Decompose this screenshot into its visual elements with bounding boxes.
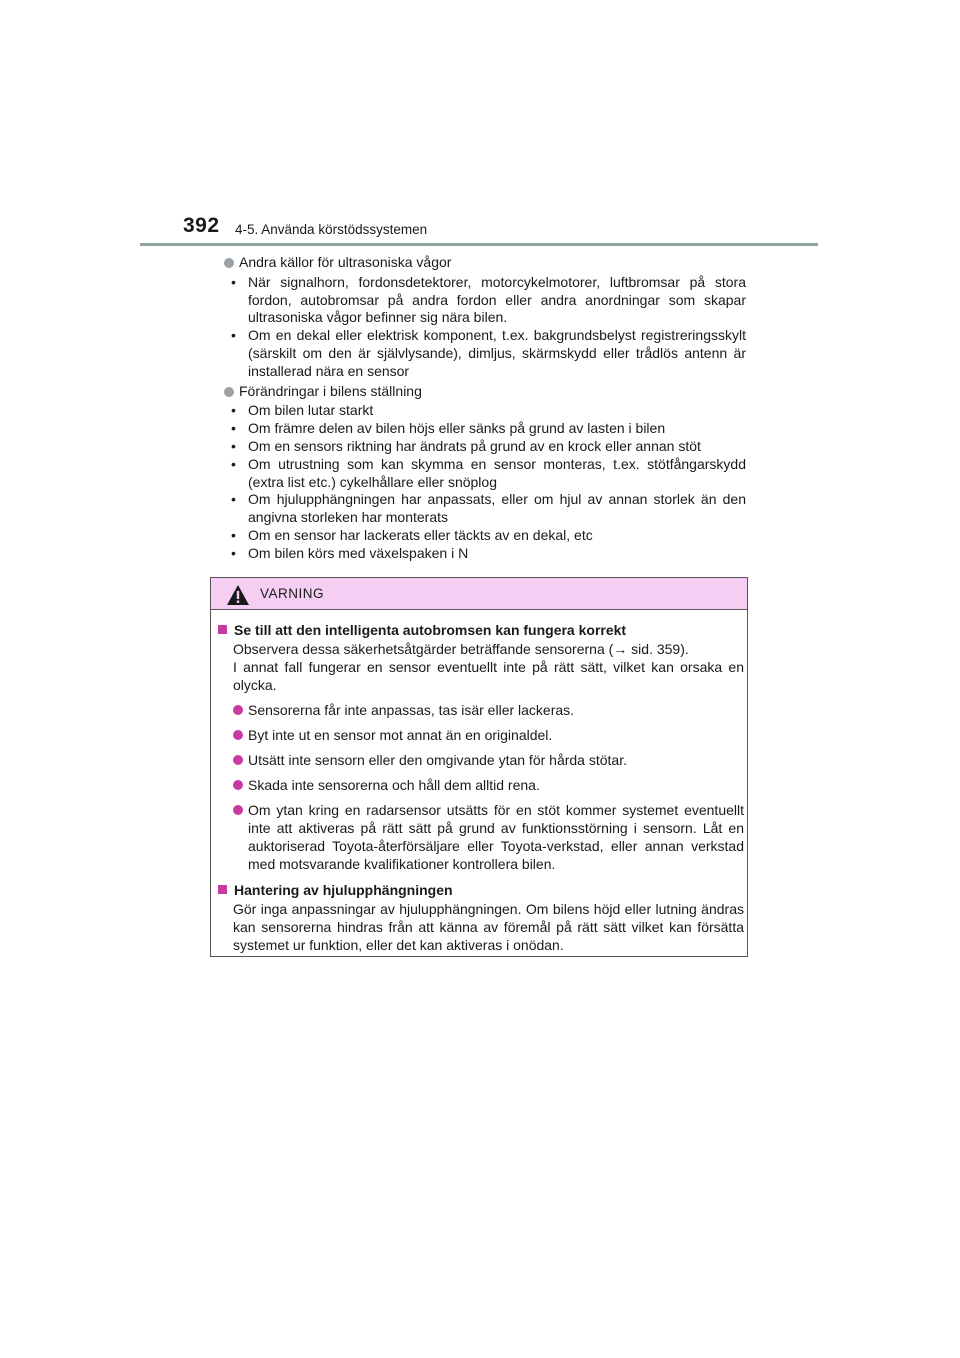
list-item: • Om bilen lutar starkt bbox=[222, 402, 746, 420]
list-item: • När signalhorn, fordonsdetektorer, motorcykelmotorer, luftbromsar på stora fordon, autobromsar på andra fordon eller andra anordningar som skapar ultrasoniska vågor befinner sig nära bilen. bbox=[222, 274, 746, 327]
list-item: • Om en sensor har lackerats eller täckts av en dekal, etc bbox=[222, 527, 746, 545]
main-content bbox=[222, 254, 746, 565]
warning-bullet: Skada inte sensorerna och håll dem alltid rena. bbox=[216, 776, 744, 794]
list-item: • Om hjulupphängningen har anpassats, eller om hjul av annan storlek än den angivna storleken har monterats bbox=[222, 491, 746, 527]
warning-section-title: Se till att den intelligenta autobromsen kan fungera korrekt bbox=[216, 621, 744, 639]
list-item: • Om en sensors riktning har ändrats på grund av en krock eller annan stöt bbox=[222, 438, 746, 456]
warning-bullet: Om ytan kring en radarsensor utsätts för en stöt kommer systemet eventuellt inte att aktiveras på rätt sätt på grund av funktionsstörning i sensorn. Låt en auktoriserad Toyota-återförsäljare eller Toyota-verkstad, eller annan verkstad med motsvarande kvalifikationer kontrollera bilen. bbox=[216, 801, 744, 873]
header-rule bbox=[140, 243, 818, 246]
warning-bullet: Sensorerna får inte anpassas, tas isär eller lackeras. bbox=[216, 701, 744, 719]
warning-label: VARNING bbox=[260, 586, 325, 601]
warning-bullet: Byt inte ut en sensor mot annat än en originaldel. bbox=[216, 726, 744, 744]
warning-box bbox=[210, 577, 748, 957]
warning-triangle-icon bbox=[226, 584, 250, 606]
item-list bbox=[222, 274, 746, 381]
item-list bbox=[222, 402, 746, 562]
group-ultrasonic-sources bbox=[222, 254, 746, 381]
bullet-dot-icon bbox=[233, 705, 243, 715]
bullet-dot-icon bbox=[233, 805, 243, 815]
page-number: 392 bbox=[183, 214, 220, 237]
bullet-dot-icon bbox=[224, 387, 234, 397]
square-bullet-icon bbox=[218, 885, 227, 894]
group-vehicle-posture bbox=[222, 383, 746, 563]
list-item: • Om främre delen av bilen höjs eller sänks på grund av lasten i bilen bbox=[222, 420, 746, 438]
section-title: 4-5. Använda körstödssystemen bbox=[235, 222, 428, 237]
warning-body bbox=[216, 621, 744, 954]
bullet-dot-icon bbox=[233, 755, 243, 765]
list-item: • Om bilen körs med växelspaken i N bbox=[222, 545, 746, 563]
bullet-dot-icon bbox=[224, 258, 234, 268]
warning-section-title: Hantering av hjulupphängningen bbox=[216, 881, 744, 899]
group-heading: Andra källor för ultrasoniska vågor bbox=[222, 254, 746, 272]
warning-header bbox=[211, 578, 747, 610]
bullet-dot-icon bbox=[233, 730, 243, 740]
list-item: • Om en dekal eller elektrisk komponent, t.ex. bakgrundsbelyst registreringsskylt (särskilt om den är självlysande), dimljus, skärmskydd eller trådlös antenn är installerad nära en sensor bbox=[222, 327, 746, 380]
arrow-right-icon: → bbox=[613, 641, 628, 657]
warning-paragraph: Observera dessa säkerhetsåtgärder beträffande sensorerna (→ sid. 359). I annat fall fungerar en sensor eventuellt inte på rätt sätt, vilket kan orsaka en olycka. bbox=[233, 641, 744, 693]
warning-bullet: Utsätt inte sensorn eller den omgivande ytan för hårda stötar. bbox=[216, 751, 744, 769]
bullet-dot-icon bbox=[233, 780, 243, 790]
group-heading: Förändringar i bilens ställning bbox=[222, 383, 746, 401]
square-bullet-icon bbox=[218, 625, 227, 634]
list-item: • Om utrustning som kan skymma en sensor monteras, t.ex. stötfångarskydd (extra list etc.) cykelhållare eller snöplog bbox=[222, 456, 746, 492]
warning-paragraph: Gör inga anpassningar av hjulupphängningen. Om bilens höjd eller lutning ändras kan sensorerna hindras från att känna av föremål på rätt sätt vilket kan försätta systemet ur funktion, eller det kan aktiveras i onödan. bbox=[233, 901, 744, 953]
